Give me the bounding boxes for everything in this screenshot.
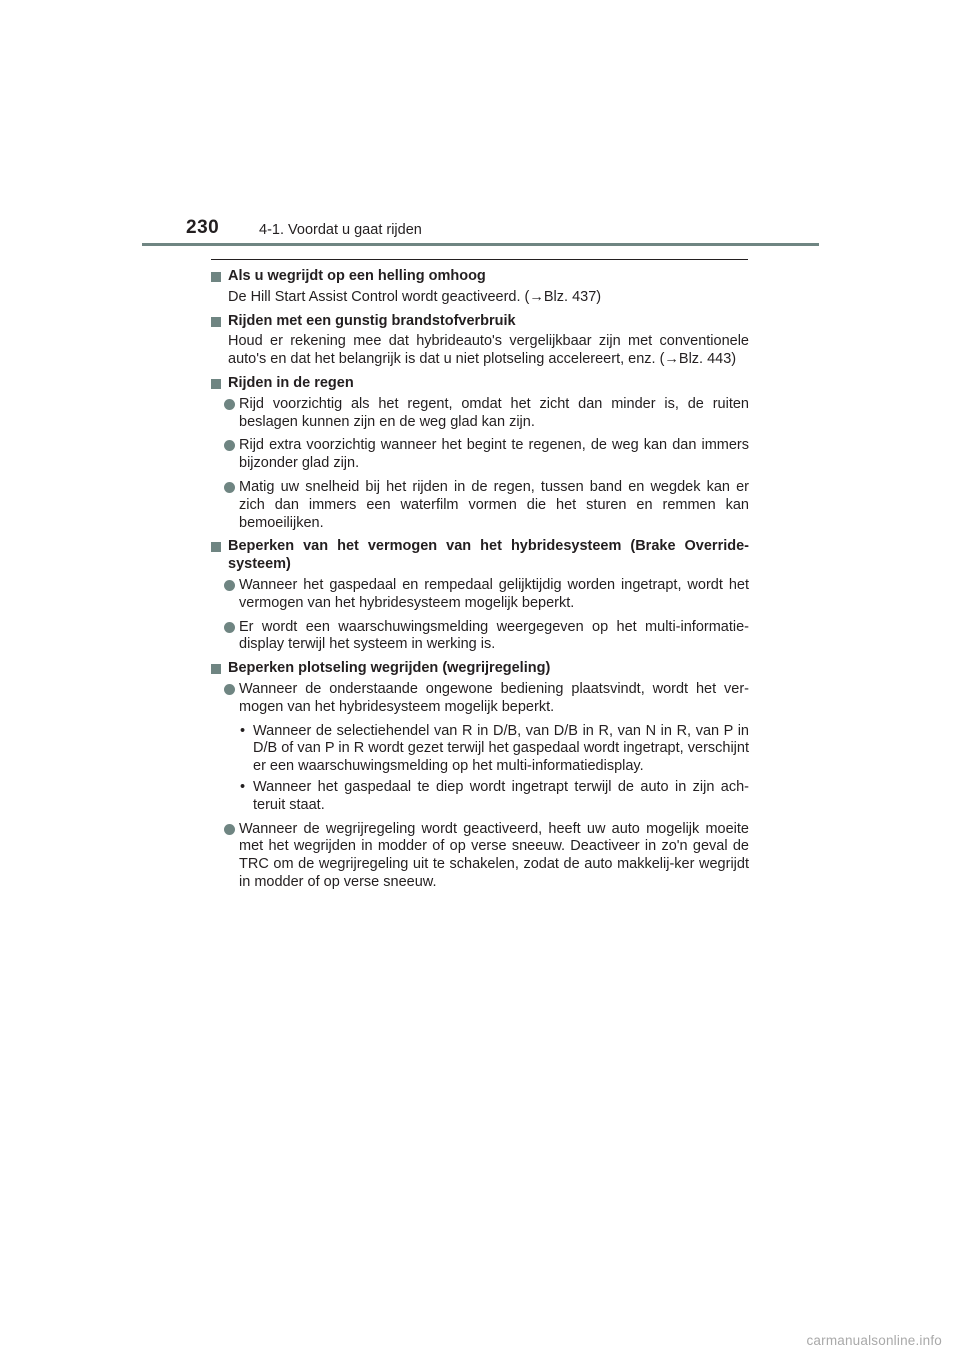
section-drive-start-control: [211, 660, 749, 892]
list-item: [211, 821, 749, 892]
square-bullet-icon: [211, 379, 221, 389]
page-content: [211, 268, 749, 898]
section-heading: [211, 375, 749, 393]
circle-bullet-icon: [224, 580, 235, 591]
list-item: [211, 681, 749, 717]
section-heading: [211, 538, 749, 574]
section-heading-text: Beperken plotseling wegrijden (wegrijregeling): [228, 660, 551, 677]
circle-bullet-icon: [224, 824, 235, 835]
dot-bullet-icon: •: [240, 778, 246, 795]
watermark-logo: carmanualsonline.info: [806, 1333, 942, 1348]
page-header: [0, 0, 960, 250]
circle-bullet-icon: [224, 482, 235, 493]
header-divider: [142, 243, 819, 246]
section-rain: [211, 375, 749, 532]
list-item: [211, 577, 749, 613]
section-heading: [211, 660, 749, 678]
section-heading-text: Rijden in de regen: [228, 374, 354, 391]
dot-bullet-icon: •: [240, 722, 246, 739]
list-item-text: Er wordt een waarschuwingsmelding weergegeven op het multi-informatie-display terwijl het systeem in werking is.: [239, 618, 749, 653]
square-bullet-icon: [211, 542, 221, 552]
section-paragraph: Houd er rekening mee dat hybrideauto's vergelijkbaar zijn met conventionele auto's en dat het belangrijk is dat u niet plotseling accelereert, enz. (→Blz. 443): [228, 333, 749, 368]
square-bullet-icon: [211, 272, 221, 282]
section-heading-text: Als u wegrijdt op een helling omhoog: [228, 268, 486, 284]
list-item-text: Wanneer de wegrijregeling wordt geactiveerd, heeft uw auto mogelijk moeite met het wegrijden in modder of op verse sneeuw. Deactiveer in zo'n geval de TRC om de wegrijregeling uit te schakelen, zodat de auto makkelij-ker wegrijdt in modder of op verse sneeuw.: [239, 820, 749, 890]
list-item-text: Rijd extra voorzichtig wanneer het begint te regenen, de weg kan dan immers bijzonder glad zijn.: [239, 437, 749, 472]
list-item: [211, 619, 749, 655]
section-heading-text: Beperken van het vermogen van het hybridesysteem (Brake Override-systeem): [228, 538, 749, 573]
section-paragraph: De Hill Start Assist Control wordt geactiveerd. (→Blz. 437): [228, 288, 602, 305]
section-heading: [211, 313, 749, 331]
list-item-text: Matig uw snelheid bij het rijden in de regen, tussen band en wegdek kan er zich dan immers een waterfilm vormen die het sturen en remmen kan bemoeilijken.: [239, 478, 749, 531]
list-item-text: Wanneer het gaspedaal en rempedaal gelijktijdig worden ingetrapt, wordt het vermogen van het hybridesysteem mogelijk beperkt.: [239, 576, 749, 611]
sub-list-item-text: Wanneer de selectiehendel van R in D/B, van D/B in R, van N in R, van P in D/B of van P in R wordt gezet terwijl het gaspedaal wordt ingetrapt, verschijnt er een waarschuwingsmelding op het multi-informatiedisplay.: [253, 722, 749, 775]
section-brake-override: [211, 538, 749, 654]
content-divider: [211, 259, 748, 260]
list-item: [211, 437, 749, 473]
section-title: 4-1. Voordat u gaat rijden: [259, 222, 422, 238]
circle-bullet-icon: [224, 399, 235, 410]
circle-bullet-icon: [224, 684, 235, 695]
sub-list-item-text: Wanneer het gaspedaal te diep wordt ingetrapt terwijl de auto in zijn ach-teruit staat.: [253, 778, 749, 813]
page-number: 230: [186, 217, 220, 238]
list-item: [211, 396, 749, 432]
list-item: [211, 479, 749, 532]
circle-bullet-icon: [224, 622, 235, 633]
sub-list-item: [211, 779, 749, 815]
list-item-text: Wanneer de onderstaande ongewone bediening plaatsvindt, wordt het ver-mogen van het hybridesysteem mogelijk beperkt.: [239, 680, 749, 715]
section-heading: [211, 268, 749, 286]
sub-list-item: [211, 723, 749, 776]
square-bullet-icon: [211, 317, 221, 327]
section-fuel-economy: [211, 313, 749, 369]
section-heading-text: Rijden met een gunstig brandstofverbruik: [228, 312, 516, 329]
list-item-text: Rijd voorzichtig als het regent, omdat het zicht dan minder is, de ruiten beslagen kunnen zijn en de weg glad kan zijn.: [239, 395, 749, 430]
square-bullet-icon: [211, 664, 221, 674]
section-hill-start: [211, 268, 749, 307]
circle-bullet-icon: [224, 440, 235, 451]
